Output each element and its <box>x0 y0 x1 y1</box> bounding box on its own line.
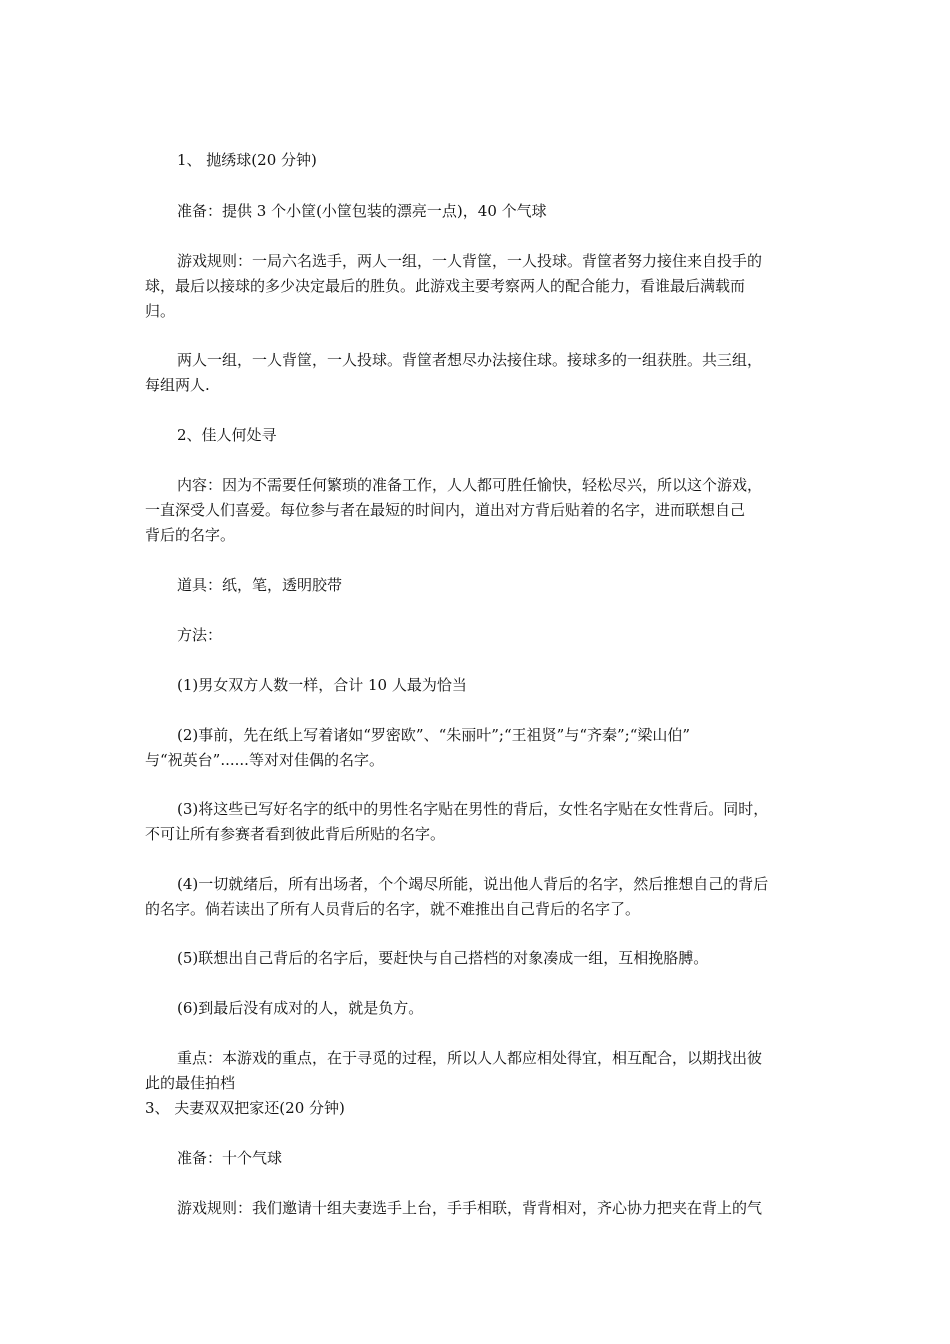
text-line: 重点：本游戏的重点，在于寻觅的过程，所以人人都应相处得宜，相互配合，以期找出彼 <box>177 1049 763 1067</box>
text-line: 此的最佳拍档 <box>145 1074 236 1092</box>
text-line: 准备：十个气球 <box>177 1149 283 1167</box>
method-step-1 <box>145 673 807 698</box>
text-line: (2)事前，先在纸上写着诸如“罗密欧”、“朱丽叶”;“王祖贤”与“齐秦”;“梁山伯” <box>177 726 691 744</box>
text-line: 2、佳人何处寻 <box>177 426 277 444</box>
text-line: 的名字。倘若读出了所有人员背后的名字，就不难推出自己背后的名字了。 <box>145 900 641 918</box>
text-line: 归。 <box>145 302 176 320</box>
section-1-heading <box>145 148 807 173</box>
section-2-content <box>145 473 807 548</box>
text-line: 方法： <box>177 626 223 644</box>
section-3-heading <box>145 1096 807 1121</box>
text-line: (3)将这些已写好名字的纸中的男性名字贴在男性的背后，女性名字贴在女性背后。同时， <box>177 800 769 818</box>
text-line: 背后的名字。 <box>145 526 236 544</box>
section-3-rules <box>145 1196 807 1221</box>
section-3-preparation <box>145 1146 807 1171</box>
text-line: 准备：提供 3 个小筐(小筐包装的漂亮一点)，40 个气球 <box>177 202 547 220</box>
text-line: 道具：纸，笔，透明胶带 <box>177 576 343 594</box>
section-2-props <box>145 573 807 598</box>
text-line: 游戏规则：我们邀请十组夫妻选手上台，手手相联，背背相对，齐心协力把夹在背上的气 <box>177 1199 763 1217</box>
method-step-6 <box>145 996 807 1021</box>
text-line: 球，最后以接球的多少决定最后的胜负。此游戏主要考察两人的配合能力，看谁最后满载而 <box>145 277 746 295</box>
section-1-preparation <box>145 199 807 224</box>
text-line: 游戏规则：一局六名选手，两人一组，一人背筐，一人投球。背筐者努力接住来自投手的 <box>177 252 763 270</box>
section-2-keypoint <box>145 1046 807 1096</box>
text-line: 与“祝英台”......等对对佳偶的名字。 <box>145 751 384 769</box>
section-1-rules <box>145 249 807 324</box>
text-line: 一直深受人们喜爱。每位参与者在最短的时间内，道出对方背后贴着的名字，进而联想自己 <box>145 501 746 519</box>
text-line: (1)男女双方人数一样，合计 10 人最为恰当 <box>177 676 467 694</box>
text-line: (5)联想出自己背后的名字后，要赶快与自己搭档的对象凑成一组，互相挽胳膊。 <box>177 949 709 967</box>
text-line: 1、 抛绣球(20 分钟) <box>177 151 317 169</box>
text-line: 3、 夫妻双双把家还(20 分钟) <box>145 1099 345 1117</box>
text-line: (6)到最后没有成对的人，就是负方。 <box>177 999 424 1017</box>
method-step-2 <box>145 723 807 773</box>
text-line: 两人一组，一人背筐，一人投球。背筐者想尽办法接住球。接球多的一组获胜。共三组， <box>177 351 763 369</box>
text-line: 每组两人. <box>145 376 210 394</box>
section-2-method-label <box>145 623 807 648</box>
section-2-heading <box>145 423 807 448</box>
text-line: 内容：因为不需要任何繁琐的准备工作，人人都可胜任愉快，轻松尽兴，所以这个游戏， <box>177 476 763 494</box>
section-1-summary <box>145 348 807 398</box>
text-line: (4)一切就绪后，所有出场者，个个竭尽所能，说出他人背后的名字，然后推想自己的背后 <box>177 875 769 893</box>
method-step-4 <box>145 872 807 922</box>
method-step-5 <box>145 946 807 971</box>
text-line: 不可让所有参赛者看到彼此背后所贴的名字。 <box>145 825 446 843</box>
method-step-3 <box>145 797 807 847</box>
